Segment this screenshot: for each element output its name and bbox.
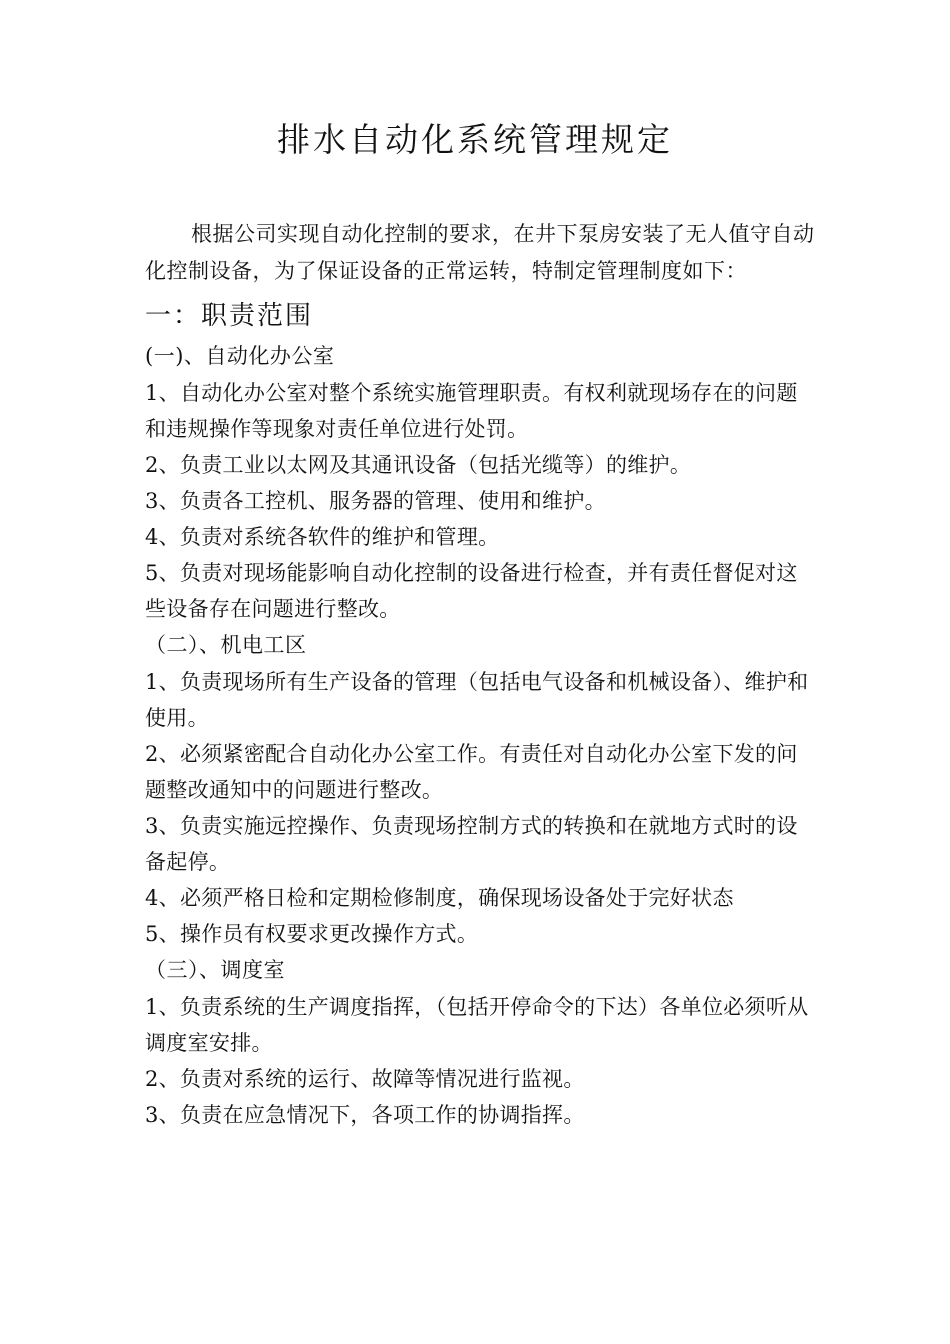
list-item: 5、负责对现场能影响自动化控制的设备进行检查，并有责任督促对这些设备存在问题进行整改。 — [145, 561, 798, 621]
intro-paragraph: 根据公司实现自动化控制的要求，在井下泵房安装了无人值守自动化控制设备，为了保证设备的正常运转，特制定管理制度如下： — [145, 222, 815, 283]
list-item: 5、操作员有权要求更改操作方式。 — [145, 922, 479, 946]
list-item: 2、必须紧密配合自动化办公室工作。有责任对自动化办公室下发的问题整改通知中的问题进行整改。 — [145, 742, 798, 802]
document-title: 排水自动化系统管理规定 — [277, 120, 673, 159]
list-item: 4、负责对系统各软件的维护和管理。 — [145, 525, 500, 549]
list-item: 3、负责各工控机、服务器的管理、使用和维护。 — [145, 489, 606, 513]
subsection-title: （二）、机电工区 — [145, 633, 307, 657]
document-body — [145, 216, 815, 1133]
list-item: 2、负责对系统的运行、故障等情况进行监视。 — [145, 1067, 585, 1091]
section-heading: 一：职责范围 — [145, 301, 314, 331]
list-item: 3、负责在应急情况下，各项工作的协调指挥。 — [145, 1103, 585, 1127]
list-item: 3、负责实施远控操作、负责现场控制方式的转换和在就地方式时的设备起停。 — [145, 814, 798, 874]
list-item: 1、自动化办公室对整个系统实施管理职责。有权利就现场存在的问题和违规操作等现象对责任单位进行处罚。 — [145, 381, 798, 441]
subsection-title: (一)、自动化办公室 — [145, 344, 335, 368]
list-item: 1、负责系统的生产调度指挥，（包括开停命令的下达）各单位必须听从调度室安排。 — [145, 995, 809, 1055]
list-item: 2、负责工业以太网及其通讯设备（包括光缆等）的维护。 — [145, 453, 692, 477]
list-item: 4、必须严格日检和定期检修制度，确保现场设备处于完好状态 — [145, 886, 734, 910]
list-item: 1、负责现场所有生产设备的管理（包括电气设备和机械设备）、维护和使用。 — [145, 670, 809, 730]
subsection-title: （三）、调度室 — [145, 958, 285, 982]
